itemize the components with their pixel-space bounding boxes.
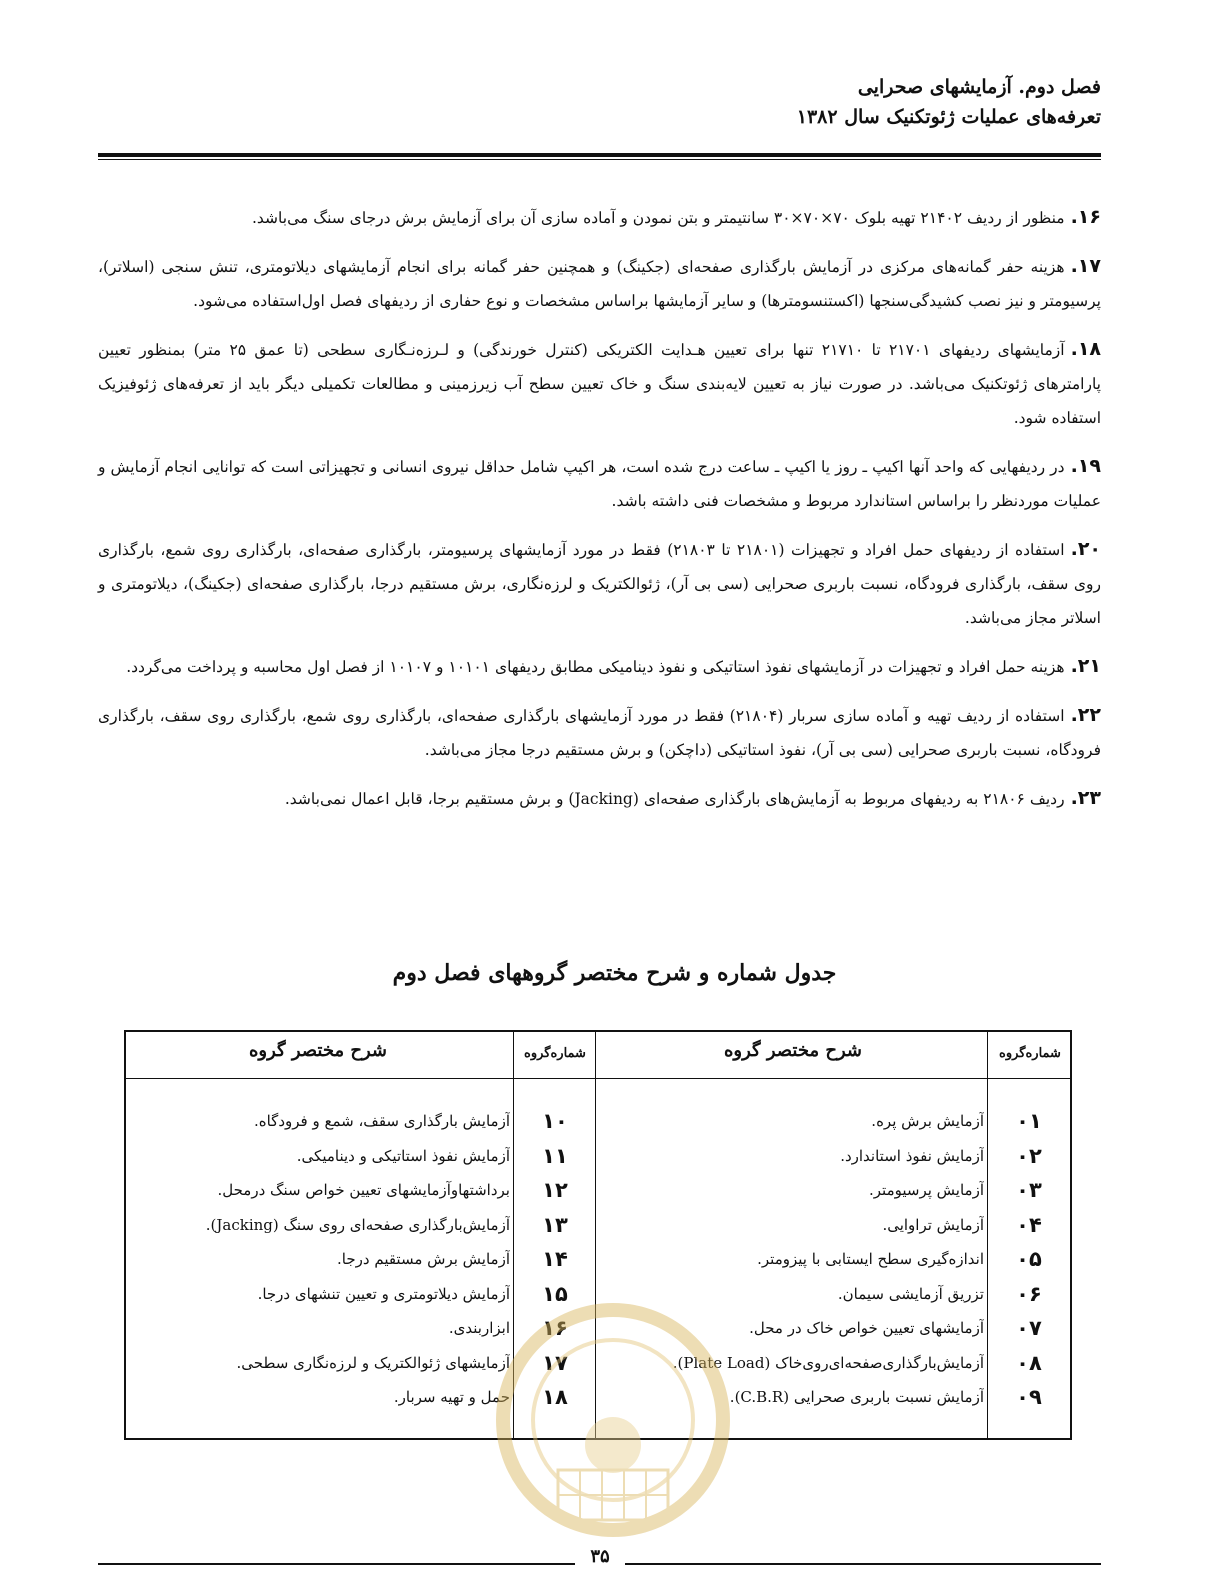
header-rule [98, 153, 1101, 157]
watermark-logo-icon [488, 1295, 738, 1545]
group-code: ۱۲ [542, 1178, 568, 1202]
note-text: هزینه حفر گمانه‌های مرکزی در آزمایش بارگذاری صفحه‌ای (جکینگ) و همچنین حفر گمانه برای انجام آزمایشهای دیلاتومتری، تنش سنجی (اسلاتر)، پرسیومتر و نیز نصب کشیدگی‌سنجها (اکستنسومترها) و سایر آزمایشها براساس مشخصات و نوع حفاری از ردیفهای فصل اول‌استفاده می‌شود. [98, 258, 1101, 310]
notes-section [98, 200, 1101, 830]
header-group-desc-right: شرح مختصر گروه [723, 1040, 863, 1061]
group-code: ۰۷ [1016, 1316, 1042, 1340]
group-description: تزریق آزمایشی سیمان. [837, 1284, 984, 1303]
group-code: ۱۱ [542, 1143, 568, 1168]
group-code: ۰۱ [1016, 1109, 1042, 1133]
note-number: ۲۲. [1070, 704, 1101, 726]
group-description: ابزاربندی. [448, 1319, 510, 1337]
note-19 [98, 449, 1101, 518]
note-18 [98, 332, 1101, 435]
group-description: برداشتهاوآزمایشهای تعیین خواص سنگ درمحل. [217, 1181, 510, 1199]
note-number: ۲۰. [1070, 538, 1102, 560]
group-description: آزمایشهای تعیین خواص خاک در محل. [749, 1319, 984, 1337]
table-row [126, 1104, 1070, 1138]
group-description: اندازه‌گیری سطح ایستابی با پیزومتر. [757, 1250, 984, 1268]
chapter-title: فصل دوم. آزمایشهای صحرایی [857, 76, 1101, 98]
group-code: ۱۰ [542, 1109, 568, 1133]
note-text: استفاده از ردیفهای حمل افراد و تجهیزات (۲۱۸۰۱ تا ۲۱۸۰۳) فقط در مورد آزمایشهای پرسیومتر، بارگذاری صفحه‌ای، بارگذاری روی شمع، بارگذاری روی سقف، بارگذاری فرودگاه، نسبت باربری صحرایی (سی بی آر)، ژئوالکتریک و لرزه‌نگاری، برش مستقیم درجا، بارگذاری صفحه‌ای (جکینگ)، دیلاتومتری و اسلاتر مجاز می‌باشد. [98, 541, 1101, 627]
note-16 [98, 200, 1101, 235]
group-code: ۰۵ [1016, 1247, 1042, 1271]
note-number: ۲۱. [1070, 655, 1101, 677]
group-description: آزمایش‌بارگذاری‌صفحه‌ای‌روی‌خاک (Plate Load). [672, 1353, 984, 1372]
note-17 [98, 249, 1101, 318]
table-row [126, 1173, 1070, 1207]
group-code: ۰۳ [1016, 1178, 1042, 1202]
group-description: آزمایش برش پره. [871, 1112, 984, 1130]
header-group-number-left: شماره‌گروه [524, 1046, 586, 1061]
table-row [126, 1208, 1070, 1242]
group-description: آزمایش‌بارگذاری صفحه‌ای روی سنگ (Jacking). [205, 1215, 510, 1234]
group-description: آزمایش پرسیومتر. [869, 1181, 984, 1199]
note-number: ۱۹. [1070, 455, 1101, 477]
group-description: آزمایش نفوذ استاندارد. [840, 1146, 984, 1165]
note-20 [98, 532, 1101, 635]
group-code: ۰۸ [1016, 1350, 1042, 1375]
group-code: ۱۶ [542, 1316, 568, 1340]
note-number: ۱۶. [1070, 206, 1101, 228]
group-description: آزمایش نسبت باربری صحرایی (C.B.R). [729, 1388, 984, 1406]
group-code: ۰۲ [1016, 1143, 1042, 1168]
header-group-desc-left: شرح مختصر گروه [248, 1040, 388, 1061]
group-description: آزمایشهای ژئوالکتریک و لرزه‌نگاری سطحی. [236, 1353, 510, 1372]
note-text: آزمایشهای ردیفهای ۲۱۷۰۱ تا ۲۱۷۱۰ تنها برای تعیین هـدایت الکتریکی (کنترل خورندگی) و لـرزه‌نـگاری سطحی (تا عمق ۲۵ متر) بمنظور تعیین پارامترهای ژئوتکنیک می‌باشد. در صورت نیاز به تعیین لایه‌بندی سنگ و خاک تعیین سطح آب زیرزمینی و مطالعات تکمیلی دیگر باید از تعرفه‌های ژئوفیزیک استفاده شود. [98, 341, 1101, 427]
note-text: استفاده از ردیف تهیه و آماده سازی سربار (۲۱۸۰۴) فقط در مورد آزمایشهای بارگذاری صفحه‌ای، بارگذاری روی شمع، بارگذاری روی سقف، بارگذاری فرودگاه، نسبت باربری صحرایی (سی بی آر)، نفوذ استاتیکی (داچکن) و برش مستقیم درجا مجاز می‌باشد. [98, 707, 1101, 759]
group-description: آزمایش برش مستقیم درجا. [337, 1250, 510, 1268]
note-21 [98, 649, 1101, 684]
page-number: ۳۵ [575, 1546, 625, 1567]
header-rule-thin [98, 159, 1101, 160]
note-23 [98, 781, 1101, 816]
group-code: ۱۴ [542, 1247, 568, 1271]
note-text: در ردیفهایی که واحد آنها اکیپ ـ روز یا اکیپ ـ ساعت درج شده است، هر اکیپ شامل حداقل نیروی انسانی و تجهیزاتی است که توانایی انجام آزمایش و عملیات موردنظر را براساس استاندارد مربوط و مشخصات فنی داشته باشد. [98, 458, 1101, 510]
group-code: ۱۵ [542, 1281, 568, 1306]
group-code: ۱۷ [542, 1350, 568, 1375]
table-row [126, 1242, 1070, 1276]
group-code: ۰۴ [1016, 1212, 1042, 1237]
note-22 [98, 698, 1101, 767]
note-text: منظور از ردیف ۲۱۴۰۲ تهیه بلوک ۷۰×۷۰×۳۰ سانتیمتر و بتن نمودن و آماده سازی آن برای آزمایش برش درجای سنگ می‌باشد. [251, 209, 1065, 227]
table-title: جدول شماره و شرح مختصر گروههای فصل دوم [392, 960, 837, 986]
group-code: ۱۳ [542, 1212, 568, 1237]
note-number: ۲۳. [1070, 787, 1101, 809]
book-title: تعرفه‌های عملیات ژئوتکنیک سال ۱۳۸۲ [796, 106, 1101, 128]
note-number: ۱۸. [1070, 338, 1102, 360]
group-code: ۱۸ [542, 1385, 568, 1409]
group-description: آزمایش نفوذ استاتیکی و دینامیکی. [296, 1146, 510, 1165]
page-header [121, 72, 1101, 132]
note-number: ۱۷. [1070, 255, 1101, 277]
group-description: آزمایش بارگذاری سقف، شمع و فرودگاه. [253, 1112, 510, 1130]
header-group-number-right: شماره‌گروه [999, 1046, 1061, 1061]
note-text: هزینه حمل افراد و تجهیزات در آزمایشهای نفوذ استاتیکی و نفوذ دینامیکی مطابق ردیفهای ۱۰۱۰۱ و ۱۰۱۰۷ از فصل اول محاسبه و پرداخت می‌گردد. [126, 658, 1065, 676]
note-text: ردیف ۲۱۸۰۶ به ردیفهای مربوط به آزمایش‌های بارگذاری صفحه‌ای (Jacking) و برش مستقیم برجا، قابل اعمال نمی‌باشد. [284, 790, 1065, 808]
table-header-row [126, 1032, 1070, 1079]
table-row [126, 1139, 1070, 1173]
group-description: حمل و تهیه سربار. [393, 1388, 510, 1406]
group-code: ۰۶ [1016, 1281, 1042, 1306]
group-description: آزمایش تراوایی. [882, 1215, 984, 1234]
group-description: آزمایش دیلاتومتری و تعیین تنشهای درجا. [257, 1284, 510, 1303]
group-code: ۰۹ [1016, 1385, 1042, 1409]
